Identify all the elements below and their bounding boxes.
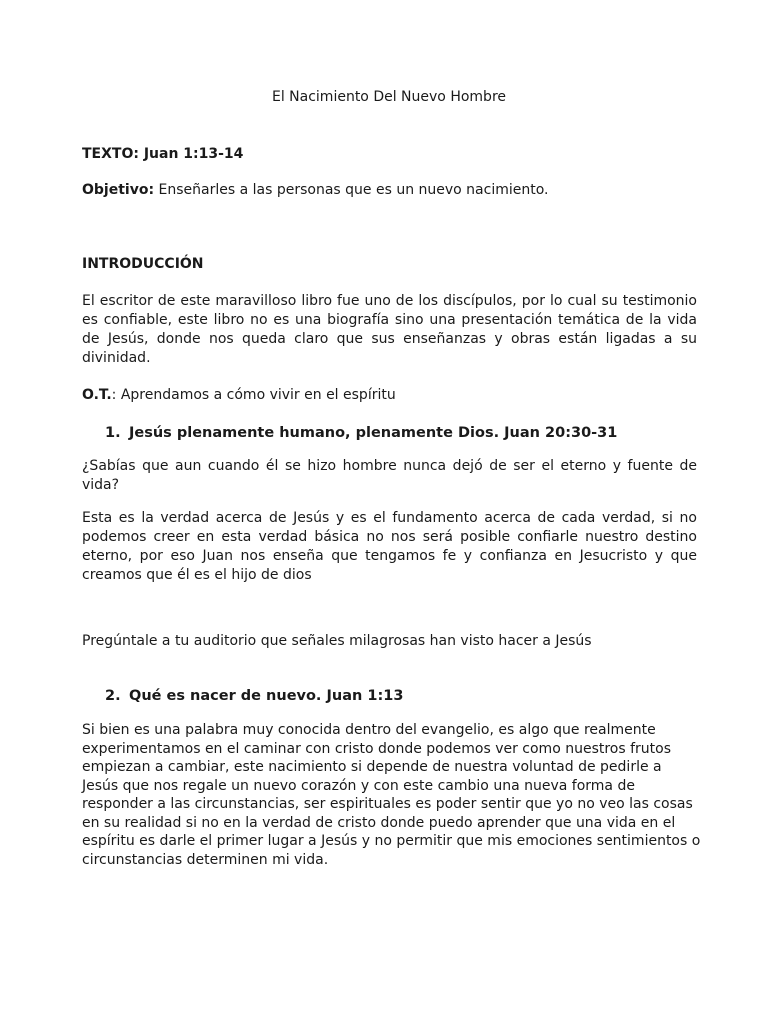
section-1-number: 1. xyxy=(105,425,121,441)
section-1-title: Jesús plenamente humano, plenamente Dios. Juan 20:30-31 xyxy=(129,425,618,441)
section-2-paragraph-1: Si bien es una palabra muy conocida dentro del evangelio, es algo que realmente experimentamos en el caminar con cristo donde podemos ver como nuestros frutos empiezan a cambiar, este nacimiento si depende de nuestra voluntad de pedirle a Jesús que nos regale un nuevo corazón y con este cambio una nueva forma de responder a las circunstancias, ser espirituales es poder sentir que yo no veo las cosas en su realidad si no en la verdad de cristo donde puedo aprender que una vida en el espíritu es darle el primer lugar a Jesús y no permitir que mis emociones sentimientos o circunstancias determinen mi vida. xyxy=(82,722,701,868)
ot-line xyxy=(82,386,697,405)
section-1-paragraph-3: Pregúntale a tu auditorio que señales milagrosas han visto hacer a Jesús xyxy=(82,633,592,649)
objetivo-text: Enseñarles a las personas que es un nuevo nacimiento. xyxy=(154,182,549,198)
introduccion-paragraph: El escritor de este maravilloso libro fue uno de los discípulos, por lo cual su testimonio es confiable, este libro no es una biografía sino una presentación temática de la vida de Jesús, donde nos queda claro que sus enseñanzas y obras están ligadas a su divinidad. xyxy=(82,293,697,366)
ot-label: O.T. xyxy=(82,387,112,403)
objetivo-line xyxy=(82,181,697,200)
section-2-heading xyxy=(105,687,705,706)
ot-text: : Aprendamos a cómo vivir en el espíritu xyxy=(111,387,396,403)
section-1-heading xyxy=(105,424,705,443)
section-2-number: 2. xyxy=(105,688,121,704)
section-2-title: Qué es nacer de nuevo. Juan 1:13 xyxy=(129,688,404,704)
document-title: El Nacimiento Del Nuevo Hombre xyxy=(271,89,506,105)
section-1-paragraph-2: Esta es la verdad acerca de Jesús y es el fundamento acerca de cada verdad, si no podemos creer en esta verdad básica no nos será posible confiarle nuestro destino eterno, por eso Juan nos enseña que tengamos fe y confianza en Jesucristo y que creamos que él es el hijo de dios xyxy=(82,510,697,583)
introduccion-heading: INTRODUCCIÓN xyxy=(82,256,204,272)
objetivo-label: Objetivo: xyxy=(82,182,155,198)
texto-label: TEXTO: Juan 1:13-14 xyxy=(82,146,244,162)
section-1-paragraph-1: ¿Sabías que aun cuando él se hizo hombre nunca dejó de ser el eterno y fuente de vida? xyxy=(82,458,697,493)
